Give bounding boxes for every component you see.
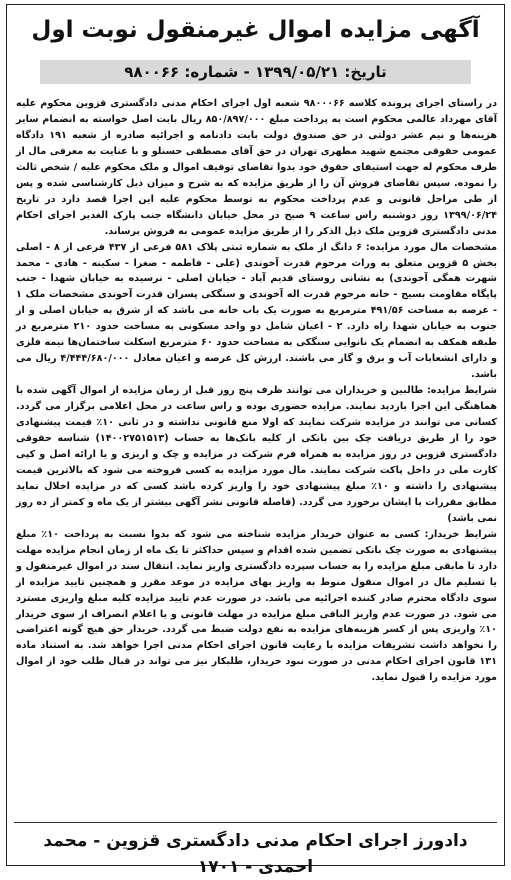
footer-divider [14, 822, 497, 823]
intro-paragraph: در راستای اجرای پرونده کلاسه ۹۸۰۰۰۶۶ شعبه اول اجرای احکام مدنی دادگستری قزوین محکوم علیه آقای مهرداد عالمی محکوم است به پرداخت مبلغ ۸۵۰/۸۹۷/۰۰۰ ریال بابت اصل خواسته به انضمام سایر هزینه‌ها و نیم عشر دولتی در حق صندوق دولت بابت دادنامه و اجرائیه صادره از شعبه ۱۹۱ دادگاه عمومی حقوقی مجتمع شهید مطهری تهران در حق آقای مصطفی حسنلو و با عنایت به معرفی مال از طرف محکوم له جهت استیفای حقوق خود بدوا تقاضای توقیف اموال و ملک محکوم علیه / شخص ثالث را نموده. سپس تقاضای فروش آن را از طریق مزایده که به شرح و میزان ذیل کارشناسی شده و پس از طی مراحل قانونی و عدم پرداخت محکوم به توسط محکوم علیه این اجرا قصد دارد در تاریخ ۱۳۹۹/۰۶/۲۴ روز دوشنبه راس ساعت ۹ صبح در محل خیابان دانشگاه جنب پارک الغدیر اجرای احکام مدنی دادگستری قزوین ملک ذیل الذکر را از طریق مزایده عمومی به فروش برساند. [16, 98, 498, 237]
conditions-label: شرایط مزایده: [426, 385, 497, 397]
notice-body [16, 96, 497, 686]
buyer-label: شرایط خریدار: [424, 528, 497, 540]
buyer-paragraph [16, 527, 497, 687]
specs-label: مشخصات مال مورد مزایده: [365, 241, 498, 253]
conditions-text: طالبین و خریداران می توانند ظرف پنج روز قبل از زمان مزایده از اموال آگهی شده با هماهنگی این اجرا بازدید نمایند. مزایده حضوری بوده و راس ساعت در محل اعلامی برگزار می گردد. کسانی می توانند در مزایده شرکت نمایند که اولا منع قانونی نداشته و در ثانی ۱۰٪ قیمت پیشنهادی خود را از طریق دریافت چک بین بانکی از کلیه بانک‌ها به حساب (۱۴۰۰۲۷۵۱۵۱۳) شناسه حقوقی دادگستری قزوین در روز مزایده به همراه فرم شرکت در مزایده و چک و اریزی و یا ارائه اصل و کپی کارت ملی در داخل پاکت شرکت نمایند. مال مورد مزایده به کسی فروخته می شود که بالاترین قیمت پیشنهادی را داشته و ۱۰٪ مبلغ پیشنهادی خود را واریز کرده باشد کسی که در مزایده اخلال نماید مطابق مقررات با ایشان برخورد می گردد. (فاصله قانونی نشر آگهی بیشتر از یک ماه و کمتر از ده روز نمی باشد) [16, 385, 497, 524]
notice-footer: دادورز اجرای احکام مدنی دادگستری قزوین - محمد احمدی - ۱۷۰۱ [43, 831, 468, 877]
buyer-text: کسی به عنوان خریدار مزایده شناخته می شود که بدوا نسبت به پرداخت ۱۰٪ مبلغ پیشنهادی به صورت چک بانکی تضمین شده اقدام و سپس حداکثر تا یک ماه از زمان انجام مزایده مهلت دارد تا مابقی مبلغ مزایده را به حساب سپرده دادگستری واریز نماید. انتقال سند در اموال غیرمنقول و یا تسلیم مال در اموال منقول منوط به واریز بهای مزایده در موعد مقرر و همچنین تایید مزایده از سوی دادگاه محترم صادر کننده اجرائیه می باشد. در صورت عدم تایید مزایده کلیه مبلغ واریزی مسترد می شود. در صورت عدم واریز الباقی مبلغ مزایده در مهلت قانونی و یا اعلام انصراف از سوی خریدار ۱۰٪ واریزی پس از کسر هزینه‌های مزایده به نفع دولت ضبط می گردد. خریدار حق هیچ گونه اعتراضی را نخواهد داشت تشریفات مزایده با رعایت قانون اجرای احکام مدنی اجرا خواهد شد. به استناد ماده ۱۳۱ قانون اجرای احکام مدنی در صورت نبود خریدار، طلبکار نیز می تواند در قبال طلب خود از اموال مورد مزایده را قبول نماید. [16, 528, 497, 684]
notice-title: آگهی مزایده اموال غیرمنقول نوبت اول [31, 17, 480, 43]
specs-paragraph [16, 240, 497, 384]
specs-text: ۶ دانگ از ملک به شماره ثبتی پلاک ۵۸۱ فرعی از ۴۳۷ فرعی از ۸ - اصلی بخش ۵ قزوین متعلق به وراث مرحوم قدرت آخوندی (علی - فاطمه - صغرا - سکینه - هادی - محمد شهرت همگی آخوندی) به نشانی روستای قدیم آباد - خیابان اصلی - نرسیده به خیابان شهدا - جنب پایگاه مقاومت بسیج - خانه مرحوم قدرت اله آخوندی و سنگکی پسران قدرت آخوندی مشخصات ملک ۱ - عرصه به مساحت ۴۹۱/۵۶ مترمربع به صورت یک باب خانه می باشد که از شرق به خیابان اصلی و از جنوب به خیابان شهدا راه دارد. ۲ - اعیان شامل دو واحد مسکونی به مساحت حدود ۲۱۰ مترمربع در طبقه همکف به انضمام یک نانوایی سنگکی به مساحت حدود ۶۰ مترمربع اسکلت ساختمان‌ها نیمه فلزی و دارای انشعابات آب و برق و گاز می باشند. ارزش کل عرصه و اعیان معادل ۴/۴۴۴/۶۸۰/۰۰۰ ریال می باشد. [16, 241, 498, 381]
date-number-line: تاریخ: ۱۳۹۹/۰۵/۲۱ - شماره: ۹۸۰۰۶۶ [40, 60, 471, 84]
conditions-paragraph [16, 383, 497, 527]
